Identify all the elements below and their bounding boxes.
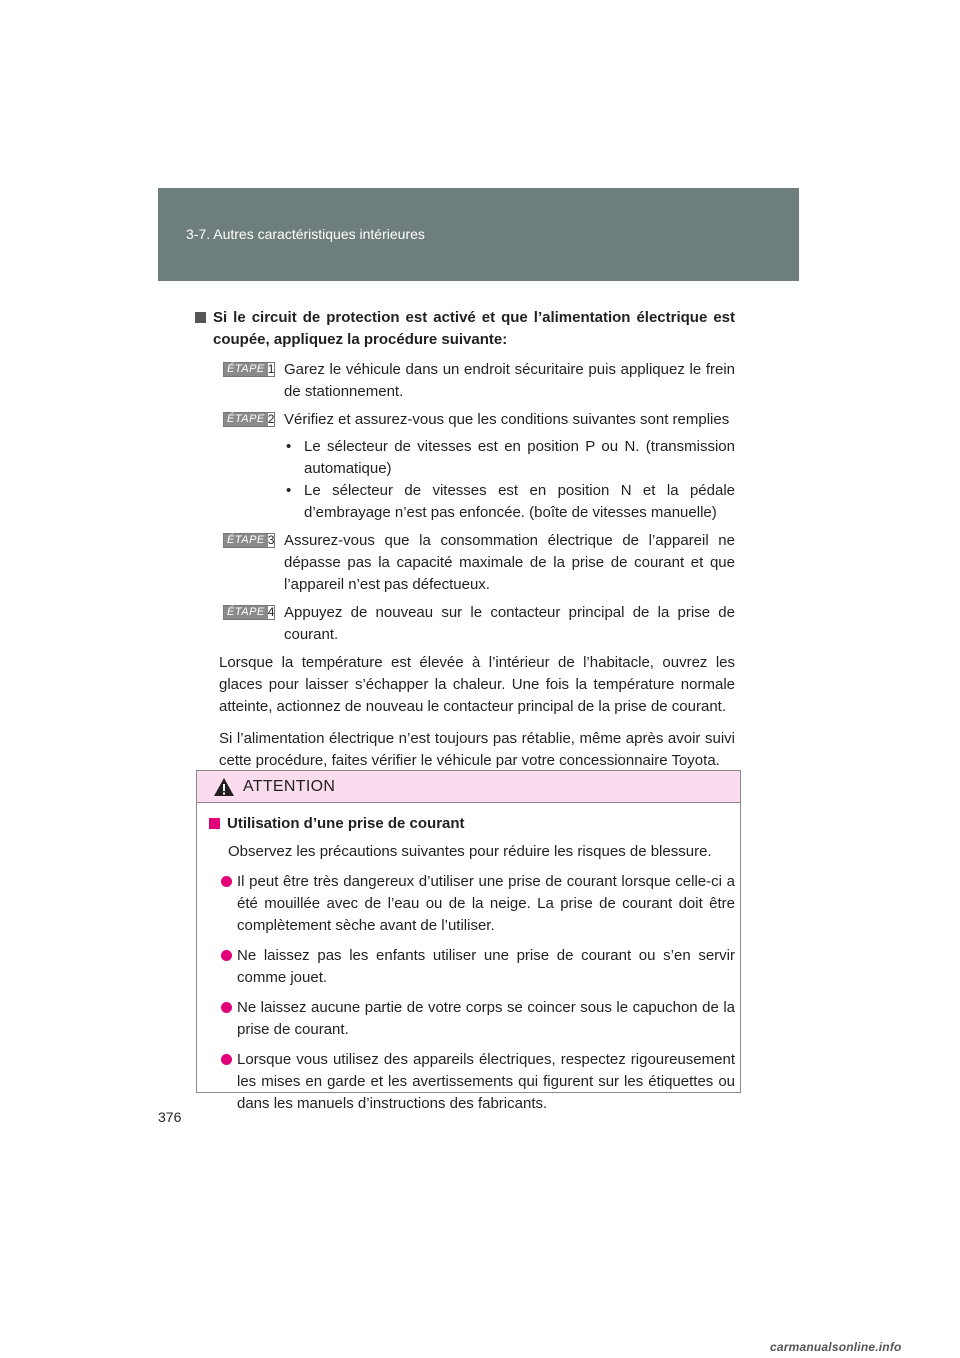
circle-bullet-icon	[221, 1002, 232, 1013]
chapter-header	[158, 188, 799, 281]
attention-intro: Observez les précautions suivantes pour réduire les risques de blessure.	[228, 843, 712, 860]
step-badge: ÉTAPE 1	[223, 362, 275, 377]
step-badge: ÉTAPE 3	[223, 533, 275, 548]
bullet-dot-icon: •	[286, 438, 292, 455]
section-heading-text: Si le circuit de protection est activé et que l’alimentation électrique est coupée, appliquez la procédure suivante:	[213, 309, 735, 348]
square-bullet-icon	[195, 312, 206, 323]
list-item: Lorsque vous utilisez des appareils électriques, respectez rigoureusement les mises en garde et les avertissements qui figurent sur les étiquettes ou dans les manuels d’instructions des fabricants.	[221, 1049, 735, 1115]
attention-body	[197, 803, 740, 1115]
list-item: Ne laissez pas les enfants utiliser une prise de courant ou s’en servir comme jouet.	[221, 945, 735, 989]
paragraph: Lorsque la température est élevée à l’intérieur de l’habitacle, ouvrez les glaces pour laisser s’échapper la chaleur. Une fois la température normale atteinte, actionnez de nouveau le contacteur principal de la prise de courant.	[219, 654, 735, 715]
condition-list	[284, 436, 735, 524]
attention-header	[197, 771, 740, 803]
page-number: 376	[158, 1109, 182, 1125]
step-1	[223, 359, 735, 403]
square-bullet-icon	[209, 818, 220, 829]
circle-bullet-icon	[221, 1054, 232, 1065]
step-badge: ÉTAPE 4	[223, 605, 275, 620]
list-item: Ne laissez aucune partie de votre corps se coincer sous le capuchon de la prise de courant.	[221, 997, 735, 1041]
bullet-dot-icon: •	[286, 482, 292, 499]
step-2	[223, 409, 735, 524]
step-text: Assurez-vous que la consommation électrique de l’appareil ne dépasse pas la capacité maximale de la prise de courant et que l’appareil n’est pas défectueux.	[284, 532, 735, 593]
attention-subheading: Utilisation d’une prise de courant	[209, 813, 735, 835]
main-content	[195, 307, 735, 772]
circle-bullet-icon	[221, 876, 232, 887]
step-list	[223, 359, 735, 646]
list-item: • Le sélecteur de vitesses est en position P ou N. (transmission automatique)	[284, 436, 735, 480]
warning-icon	[213, 777, 235, 797]
chapter-title: 3-7. Autres caractéristiques intérieures	[186, 226, 425, 242]
list-item: Il peut être très dangereux d’utiliser une prise de courant lorsque celle-ci a été mouillée avec de l’eau ou de la neige. La prise de courant doit être complètement sèche avant de l’utiliser.	[221, 871, 735, 937]
step-text-block	[284, 409, 735, 524]
step-4	[223, 602, 735, 646]
step-3	[223, 530, 735, 596]
paragraph: Si l’alimentation électrique n’est toujours pas rétablie, même après avoir suivi cette procédure, faites vérifier le véhicule par votre concessionnaire Toyota.	[219, 730, 735, 769]
list-item: • Le sélecteur de vitesses est en position N et la pédale d’embrayage n’est pas enfoncée. (boîte de vitesses manuelle)	[284, 480, 735, 524]
step-text: Garez le véhicule dans un endroit sécuritaire puis appliquez le frein de stationnement.	[284, 361, 735, 400]
step-text: Appuyez de nouveau sur le contacteur principal de la prise de courant.	[284, 604, 735, 643]
watermark: carmanualsonline.info	[770, 1340, 902, 1354]
attention-box	[196, 770, 741, 1112]
section-heading	[195, 307, 735, 351]
step-text: Vérifiez et assurez-vous que les conditions suivantes sont remplies	[284, 411, 730, 428]
step-badge: ÉTAPE 2	[223, 412, 275, 427]
attention-title: ATTENTION	[243, 777, 336, 795]
circle-bullet-icon	[221, 950, 232, 961]
